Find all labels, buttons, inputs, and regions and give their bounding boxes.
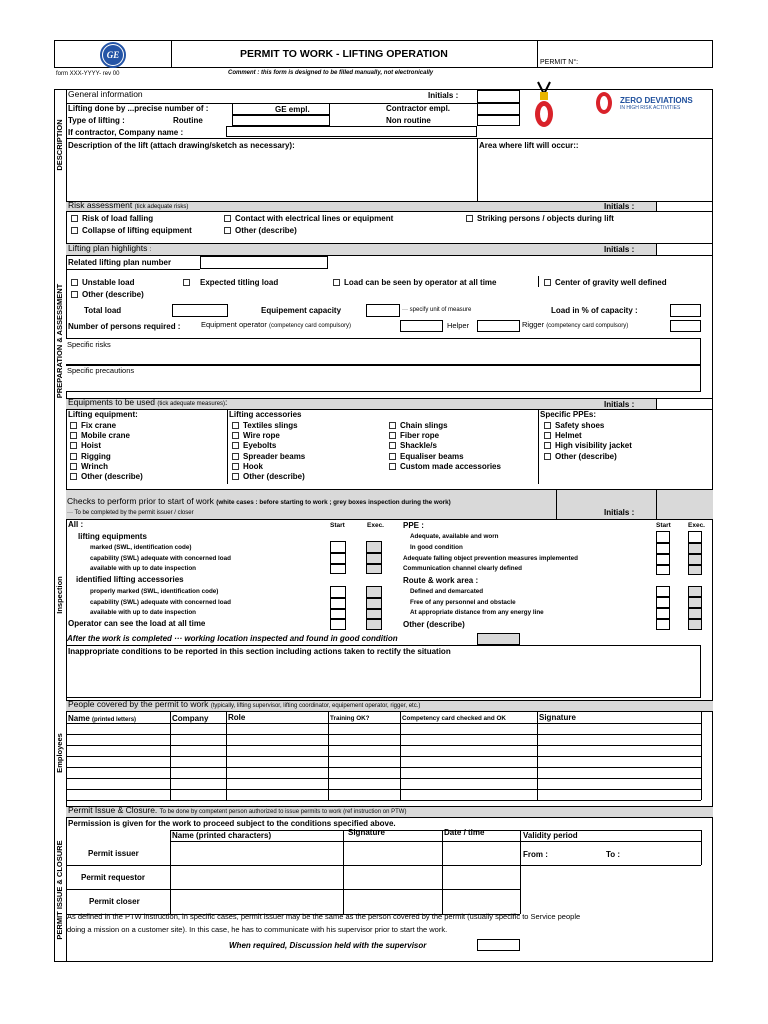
check-start-box[interactable] xyxy=(330,553,346,564)
discussion-label: When required, Discussion held with the supervisor xyxy=(229,941,427,950)
check-start-box[interactable] xyxy=(330,564,346,574)
related-plan-label: Related lifting plan number xyxy=(68,258,172,267)
lifting-hook-icon xyxy=(530,80,558,130)
lifting-plan-initials-field[interactable] xyxy=(656,243,713,256)
col-role: Role xyxy=(228,713,246,722)
check-left-item: properly marked (SWL, identification code) xyxy=(90,588,219,595)
side-label-preparation: PREPARATION & ASSESSMENT xyxy=(55,283,64,399)
brand-title: ZERO DEVIATIONS xyxy=(620,96,693,105)
ppe-item[interactable]: Safety shoes xyxy=(544,421,632,431)
side-label-inspection: Inspection xyxy=(55,576,64,614)
type-of-lifting-label: Type of lifting : xyxy=(68,116,125,125)
accessory-item[interactable]: Other (describe) xyxy=(232,472,305,482)
check-exec-box[interactable] xyxy=(366,541,382,553)
routine-field[interactable] xyxy=(232,115,330,126)
start-header: Start xyxy=(330,522,345,529)
ge-logo: GE xyxy=(100,42,126,68)
permit-no-label: PERMIT N°: xyxy=(540,59,579,66)
non-routine-label: Non routine xyxy=(386,116,431,125)
check-exec-box[interactable] xyxy=(688,543,702,554)
load-pct-field[interactable] xyxy=(670,304,701,317)
people-table xyxy=(66,712,701,800)
form-comment: Comment : this form is designed to be filled manually, not electronically xyxy=(228,70,434,76)
checks-title: Checks to perform prior to start of work (white cases : before starting to work ; grey boxes inspection during the work) xyxy=(67,496,451,506)
check-left-item: available with up to date inspection xyxy=(90,609,197,616)
risk-item[interactable]: Other (describe) xyxy=(224,226,297,235)
risk-item[interactable]: Risk of load falling xyxy=(71,214,153,223)
general-title: General information xyxy=(68,89,143,99)
check-right-item: Adequate falling object prevention measures implemented xyxy=(403,555,578,562)
inappropriate-label: Inappropriate conditions to be reported in this section including actions taken to rectify the situation xyxy=(68,647,451,656)
accessory-item[interactable]: Custom made accessories xyxy=(389,462,501,472)
accessory-item[interactable]: Equaliser beams xyxy=(389,452,501,462)
check-exec-box[interactable] xyxy=(366,553,382,564)
start-header-right: Start xyxy=(656,522,671,529)
check-start-box[interactable] xyxy=(656,543,670,554)
load-seen[interactable]: Load can be seen by operator at all time xyxy=(333,278,497,287)
accessory-item[interactable]: Chain slings xyxy=(389,421,501,431)
check-left-item: capability (SWL) adequate with concerned load xyxy=(90,599,232,606)
accessory-item[interactable]: Wire rope xyxy=(232,431,305,441)
form-ref: form XXX-YYYY- rev 00 xyxy=(56,71,120,77)
ppe-item[interactable]: High visibility jacket xyxy=(544,441,632,451)
col-issue-signature: Signature xyxy=(348,828,385,837)
check-exec-box[interactable] xyxy=(366,598,382,609)
check-right-item: Free of any personnel and obstacle xyxy=(410,599,516,606)
col-training: Training OK? xyxy=(330,715,370,722)
checks-all: All : xyxy=(68,520,84,529)
lifting-done-by-label: Lifting done by ...precise number of : xyxy=(68,104,209,113)
check-start-box[interactable] xyxy=(656,597,670,608)
check-left-item: capability (SWL) adequate with concerned load xyxy=(90,555,232,562)
check-start-box[interactable] xyxy=(656,554,670,565)
helper-field[interactable] xyxy=(477,320,520,332)
check-left-item: identified lifting accessories xyxy=(76,575,184,584)
check-right-item: Defined and demarcated xyxy=(410,588,484,595)
total-load-field[interactable] xyxy=(172,304,228,317)
area-label: Area where lift will occur:: xyxy=(479,141,579,150)
general-initials: Initials : xyxy=(428,91,459,100)
validity-to-label: To : xyxy=(606,850,621,859)
specific-risks-label: Specific risks xyxy=(67,340,111,349)
accessory-item[interactable]: Fiber rope xyxy=(389,431,501,441)
ge-empl-label: GE empl. xyxy=(275,105,310,114)
accessory-item[interactable]: Spreader beams xyxy=(232,452,305,462)
equipment-item[interactable]: Wrinch xyxy=(70,462,143,472)
equipment-item[interactable]: Hoist xyxy=(70,441,143,451)
load-pct-label: Load in % of capacity : xyxy=(551,306,638,315)
accessories-list-2 xyxy=(389,421,501,472)
check-left-item: marked (SWL, identification code) xyxy=(90,544,192,551)
ppe-item[interactable]: Helmet xyxy=(544,431,632,441)
routine-label: Routine xyxy=(173,116,203,125)
persons-label: Number of persons required : xyxy=(68,322,181,331)
after-work-label: After the work is completed ··· working location inspected and found in good condition xyxy=(67,634,398,643)
check-start-box[interactable] xyxy=(656,565,670,575)
discussion-field[interactable] xyxy=(477,939,520,951)
check-start-box[interactable] xyxy=(656,608,670,619)
check-exec-box[interactable] xyxy=(366,564,382,574)
check-start-box[interactable] xyxy=(330,586,346,598)
check-start-box[interactable] xyxy=(330,541,346,553)
lifting-equipment-list xyxy=(70,421,143,482)
col-company: Company xyxy=(172,714,209,723)
gravity-defined[interactable]: Center of gravity well defined xyxy=(544,278,667,287)
risk-item[interactable]: Striking persons / objects during lift xyxy=(466,214,614,223)
check-right-item: Communication channel clearly defined xyxy=(403,565,522,572)
validity-from-label: From : xyxy=(523,850,548,859)
equipment-item[interactable]: Mobile crane xyxy=(70,431,143,441)
risk-item[interactable]: Contact with electrical lines or equipment xyxy=(224,214,393,223)
col-name: Name (printed letters) xyxy=(68,714,137,723)
check-exec-box[interactable] xyxy=(688,619,702,630)
operator-label: Equipment operator (competency card compulsory) xyxy=(201,320,351,329)
brand-subtitle: IN HIGH RISK ACTIVITIES xyxy=(620,105,681,111)
specific-precautions-field[interactable] xyxy=(66,365,701,392)
check-exec-box[interactable] xyxy=(688,531,702,543)
side-label-description: DESCRIPTION xyxy=(55,119,64,171)
titling-load[interactable]: Expected titling load xyxy=(183,278,278,287)
col-name-printed: Name (printed characters) xyxy=(172,831,272,840)
risk-initials: Initials : xyxy=(604,202,635,211)
operator-field[interactable] xyxy=(400,320,443,332)
col-validity: Validity period xyxy=(523,831,578,840)
check-exec-box[interactable] xyxy=(366,586,382,598)
check-exec-box[interactable] xyxy=(366,609,382,619)
after-work-field[interactable] xyxy=(477,633,520,645)
check-start-box[interactable] xyxy=(656,531,670,543)
check-exec-box[interactable] xyxy=(688,597,702,608)
accessories-title: Lifting accessories xyxy=(229,410,302,419)
lifting-plan-title: Lifting plan highlights : xyxy=(68,243,152,253)
total-load-label: Total load xyxy=(84,306,122,315)
check-right-item: Other (describe) xyxy=(403,620,465,629)
col-date-time: Date / time xyxy=(444,828,485,837)
equipment-item[interactable]: Fix crane xyxy=(70,421,143,431)
col-competency: Competency card checked and OK xyxy=(402,715,506,722)
footer-note-2: doing a mission on a customer site). In this case, he has to communicate with his supervisor prior to start the work. xyxy=(67,925,448,934)
check-start-box[interactable] xyxy=(330,598,346,609)
exec-header: Exec. xyxy=(367,522,384,529)
people-title: People covered by the permit to work (typically, lifting supervisor, lifting coordinator, equipement operator, rigger, etc.) xyxy=(68,699,421,709)
risk-initials-field[interactable] xyxy=(656,201,713,212)
side-label-permit-issue: PERMIT ISSUE & CLOSURE xyxy=(55,840,64,940)
description-label: Description of the lift (attach drawing/sketch as necessary): xyxy=(68,141,295,150)
check-exec-box[interactable] xyxy=(366,619,382,630)
specific-precautions-label: Specific precautions xyxy=(67,366,135,375)
rigger-field[interactable] xyxy=(670,320,701,332)
equipment-item[interactable]: Rigging xyxy=(70,452,143,462)
equipment-initials: Initials : xyxy=(604,400,635,409)
check-left-item: available with up to date inspection xyxy=(90,565,197,572)
check-exec-box[interactable] xyxy=(688,565,702,575)
company-name-label: If contractor, Company name : xyxy=(68,128,184,137)
issue-table xyxy=(66,830,701,914)
risk-item[interactable]: Collapse of lifting equipment xyxy=(71,226,192,235)
accessory-item[interactable]: Hook xyxy=(232,462,305,472)
permission-text: Permission is given for the work to proceed subject to the conditions specified above. xyxy=(68,819,396,828)
zero-deviations-logo xyxy=(596,92,612,114)
specific-risks-field[interactable] xyxy=(66,338,701,365)
exec-header-right: Exec. xyxy=(688,522,705,529)
capacity-field[interactable] xyxy=(366,304,400,317)
footer-note-1: As defined in the PTW instruction, in specific cases, permit issuer may be the same as the person covered by the permit (usually specific to Service people xyxy=(67,912,581,921)
plan-other[interactable]: Other (describe) xyxy=(71,290,144,299)
permit-issuer-label: Permit issuer xyxy=(88,849,139,858)
ppe-item[interactable]: Other (describe) xyxy=(544,452,632,462)
related-plan-field[interactable] xyxy=(200,256,328,269)
check-right-item: Adequate, available and worn xyxy=(410,533,499,540)
check-start-box[interactable] xyxy=(656,586,670,597)
check-start-box[interactable] xyxy=(656,619,670,630)
accessory-item[interactable]: Textiles slings xyxy=(232,421,305,431)
checks-subtitle: ··· To be completed by the permit issuer / closer xyxy=(67,510,194,516)
equipment-initials-field[interactable] xyxy=(656,398,713,410)
non-routine-field[interactable] xyxy=(477,115,520,126)
ppe-header: PPE : xyxy=(403,521,424,530)
contractor-empl-field[interactable] xyxy=(477,103,520,115)
col-signature: Signature xyxy=(539,713,576,722)
rigger-label: Rigger (competency card compulsory) xyxy=(522,320,629,329)
issue-title: Permit Issue & Closure. To be done by competent person authorized to issue permits to work (ref instruction on PTW) xyxy=(68,805,407,815)
accessory-item[interactable]: Shackle/s xyxy=(389,441,501,451)
check-left-item: lifting equipments xyxy=(78,532,147,541)
check-exec-box[interactable] xyxy=(688,554,702,565)
check-right-item: Route & work area : xyxy=(403,576,479,585)
lifting-equipment-title: Lifting equipment: xyxy=(68,410,138,419)
helper-label: Helper xyxy=(447,321,470,330)
check-right-item: In good condition xyxy=(410,544,463,551)
general-initials-field[interactable] xyxy=(477,90,520,103)
permit-requestor-label: Permit requestor xyxy=(81,873,146,882)
equipment-title: Equipments to be used (tick adequate measures): xyxy=(68,397,228,407)
permit-closer-label: Permit closer xyxy=(89,897,140,906)
side-label-employees: Employees xyxy=(55,733,64,773)
contractor-empl-label: Contractor empl. xyxy=(386,104,451,113)
capacity-label: Equipement capacity xyxy=(261,306,342,315)
accessory-item[interactable]: Eyebolts xyxy=(232,441,305,451)
check-left-item: Operator can see the load at all time xyxy=(68,619,206,628)
unit-note: ··· specify unit of measure xyxy=(402,307,472,313)
company-name-field[interactable] xyxy=(226,126,477,137)
check-exec-box[interactable] xyxy=(688,586,702,597)
check-start-box[interactable] xyxy=(330,619,346,630)
check-start-box[interactable] xyxy=(330,609,346,619)
check-exec-box[interactable] xyxy=(688,608,702,619)
accessories-list xyxy=(232,421,305,482)
lifting-plan-initials: Initials : xyxy=(604,245,635,254)
page-title: PERMIT TO WORK - LIFTING OPERATION xyxy=(240,48,448,60)
unstable-load[interactable]: Unstable load xyxy=(71,278,134,287)
checks-initials: Initials : xyxy=(604,508,635,517)
equipment-item[interactable]: Other (describe) xyxy=(70,472,143,482)
risk-title: Risk assessment (tick adequate risks) xyxy=(68,200,189,210)
check-right-item: At appropriate distance from any energy line xyxy=(410,609,544,616)
ppe-list xyxy=(544,421,632,462)
ppe-title: Specific PPEs: xyxy=(540,410,597,419)
